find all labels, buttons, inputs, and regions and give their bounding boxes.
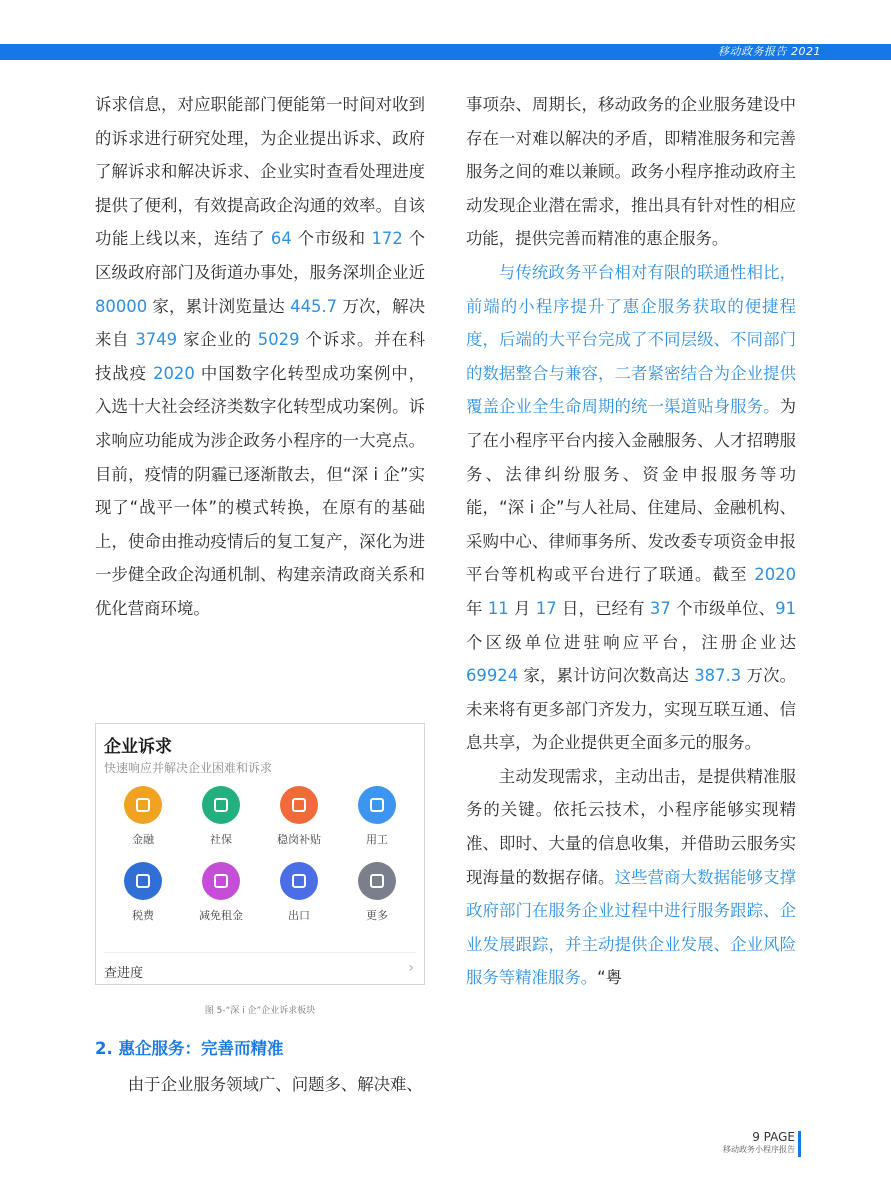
rent-icon	[202, 862, 240, 900]
service-item-label: 减免租金	[199, 909, 243, 922]
service-item-3[interactable]	[338, 786, 416, 847]
right-column	[466, 88, 796, 995]
body-text: 日，已经有	[556, 598, 650, 618]
highlight-text: 与传统政务平台相对有限的联通性相比，前端的小程序提升了惠企服务获取的便捷程度，后端的大平台完成了不同层级、不同部门的数据整合与兼容，二者紧密结合为企业提供覆盖企业全生命周期的统一渠道贴身服务。	[466, 262, 796, 417]
check-progress-link[interactable]: 查进度	[104, 966, 144, 981]
footer-subtitle: 移动政务小程序报告	[723, 1145, 795, 1154]
highlight-text: 5029	[257, 330, 300, 350]
service-item-0[interactable]	[104, 786, 182, 847]
highlight-text: 3749	[135, 330, 178, 350]
service-item-7[interactable]	[338, 862, 416, 923]
highlight-text: 91	[775, 598, 797, 618]
icon-glyph	[292, 798, 306, 812]
body-text: 个市级和	[291, 229, 372, 249]
service-item-6[interactable]	[260, 862, 338, 923]
footer-accent-bar	[798, 1131, 801, 1157]
page-footer	[723, 1130, 795, 1156]
person-icon	[202, 786, 240, 824]
card-subtitle: 快速响应并解决企业困难和诉求	[104, 761, 273, 775]
highlight-text: 445.7	[290, 296, 338, 316]
header-title: 移动政务报告 2021	[718, 45, 821, 58]
highlight-text: 64	[270, 229, 292, 249]
body-text: 为了在小程序平台内接入金融服务、人才招聘服务、法律纠纷服务、资金申报服务等功能，“深 i 企”与人社局、住建局、金融机构、采购中心、律师事务所、发改委专项资金申报平台等机构或平台进行了联通。截至	[466, 397, 796, 585]
highlight-text: 37	[649, 598, 671, 618]
icon-glyph	[214, 874, 228, 888]
body-text: 中国数字化转型成功案例中，入选十大社会经济类数字化转型成功案例。诉求响应功能成为涉企政务小程序的一大亮点。目前，疫情的阴霾已逐渐散去，但“深 i 企”实现了“战平一体”的模式转换，在原有的基础上，使命由推动疫情后的复工复产，深化为进一步健全政企沟通机制、构建亲清政商关系和优化营商环境。	[95, 363, 425, 618]
wallet-icon	[280, 786, 318, 824]
right-paragraph-3	[466, 760, 796, 995]
coin-icon	[124, 786, 162, 824]
page-number: 9 PAGE	[752, 1130, 795, 1144]
service-item-label: 更多	[366, 909, 388, 922]
right-paragraph-1	[466, 88, 796, 256]
body-text: 主动发现需求，主动出击，是提供精准服务的关键。依托云技术，小程序能够实现精准、即时、大量的信息收集，并借助云服务实现海量的数据存储。	[466, 766, 796, 887]
left-paragraph-2: 由于企业服务领域广、问题多、解决难、	[127, 1075, 423, 1094]
service-item-2[interactable]	[260, 786, 338, 847]
body-text: 家，累计浏览量达	[147, 296, 291, 316]
body-text: 个区级政府部门及街道办事处，服务深圳企业近	[95, 229, 426, 282]
icon-glyph	[136, 874, 150, 888]
left-column	[95, 88, 425, 626]
highlight-text: 11	[487, 598, 509, 618]
icon-glyph	[214, 798, 228, 812]
body-text: 年	[466, 598, 488, 618]
icon-glyph	[292, 874, 306, 888]
header-bar	[0, 44, 891, 60]
service-item-5[interactable]	[182, 862, 260, 923]
service-item-label: 金融	[132, 833, 154, 846]
highlight-text: 17	[535, 598, 557, 618]
icon-glyph	[136, 798, 150, 812]
highlight-text: 387.3	[694, 666, 742, 686]
highlight-text: 69924	[466, 666, 519, 686]
section-heading: 2. 惠企服务：完善而精准	[95, 1039, 284, 1058]
chevron-right-icon: ›	[408, 960, 414, 976]
body-text: 月	[508, 598, 536, 618]
highlight-text: 2020	[754, 565, 796, 585]
card-divider	[104, 952, 416, 953]
enterprise-appeal-card	[95, 723, 425, 985]
left-paragraph-1	[95, 88, 425, 626]
tax-icon	[124, 862, 162, 900]
highlight-text: 172	[371, 229, 403, 249]
service-item-label: 出口	[288, 909, 310, 922]
highlight-text: 2020	[153, 363, 195, 383]
document-icon	[358, 786, 396, 824]
service-item-label: 用工	[366, 833, 388, 846]
export-icon	[280, 862, 318, 900]
service-item-label: 稳岗补贴	[277, 833, 321, 846]
body-text: 家，累计访问次数高达	[518, 666, 695, 686]
icon-glyph	[370, 874, 384, 888]
card-title: 企业诉求	[104, 737, 172, 757]
icon-glyph	[370, 798, 384, 812]
right-paragraph-2	[466, 256, 796, 760]
grid-icon	[358, 862, 396, 900]
body-text: 个诉求。并在科技战疫	[95, 330, 425, 383]
highlight-text: 80000	[95, 296, 148, 316]
body-text: “粤	[597, 968, 623, 988]
service-item-label: 税费	[132, 909, 154, 922]
body-text: 诉求信息，对应职能部门便能第一时间对收到的诉求进行研究处理，为企业提出诉求、政府了解诉求和解决诉求、企业实时查看处理进度提供了便利，有效提高政企沟通的效率。自该功能上线以来，连结了	[95, 95, 425, 249]
service-item-4[interactable]	[104, 862, 182, 923]
service-item-1[interactable]	[182, 786, 260, 847]
body-text: 家企业的	[177, 330, 258, 350]
body-text: 事项杂、周期长，移动政务的企业服务建设中存在一对难以解决的矛盾，即精准服务和完善服务之间的难以兼顾。政务小程序推动政府主动发现企业潜在需求，推出具有针对性的相应功能，提供完善而精准的惠企服务。	[466, 95, 796, 249]
highlight-text: 这些营商大数据能够支撑政府部门在服务企业过程中进行服务跟踪、企业发展跟踪，并主动提供企业发展、企业风险服务等精准服务。	[466, 867, 797, 988]
body-text: 个市级单位、	[670, 598, 776, 618]
body-text: 万次。未来将有更多部门齐发力，实现互联互通、信息共享，为企业提供更全面多元的服务。	[466, 666, 796, 753]
body-text: 个区级单位进驻响应平台，注册企业达	[466, 632, 796, 652]
figure-caption: 图 5-“深 i 企”企业诉求板块	[204, 1006, 316, 1016]
body-text: 万次，解决来自	[95, 296, 426, 350]
service-item-label: 社保	[210, 833, 232, 846]
